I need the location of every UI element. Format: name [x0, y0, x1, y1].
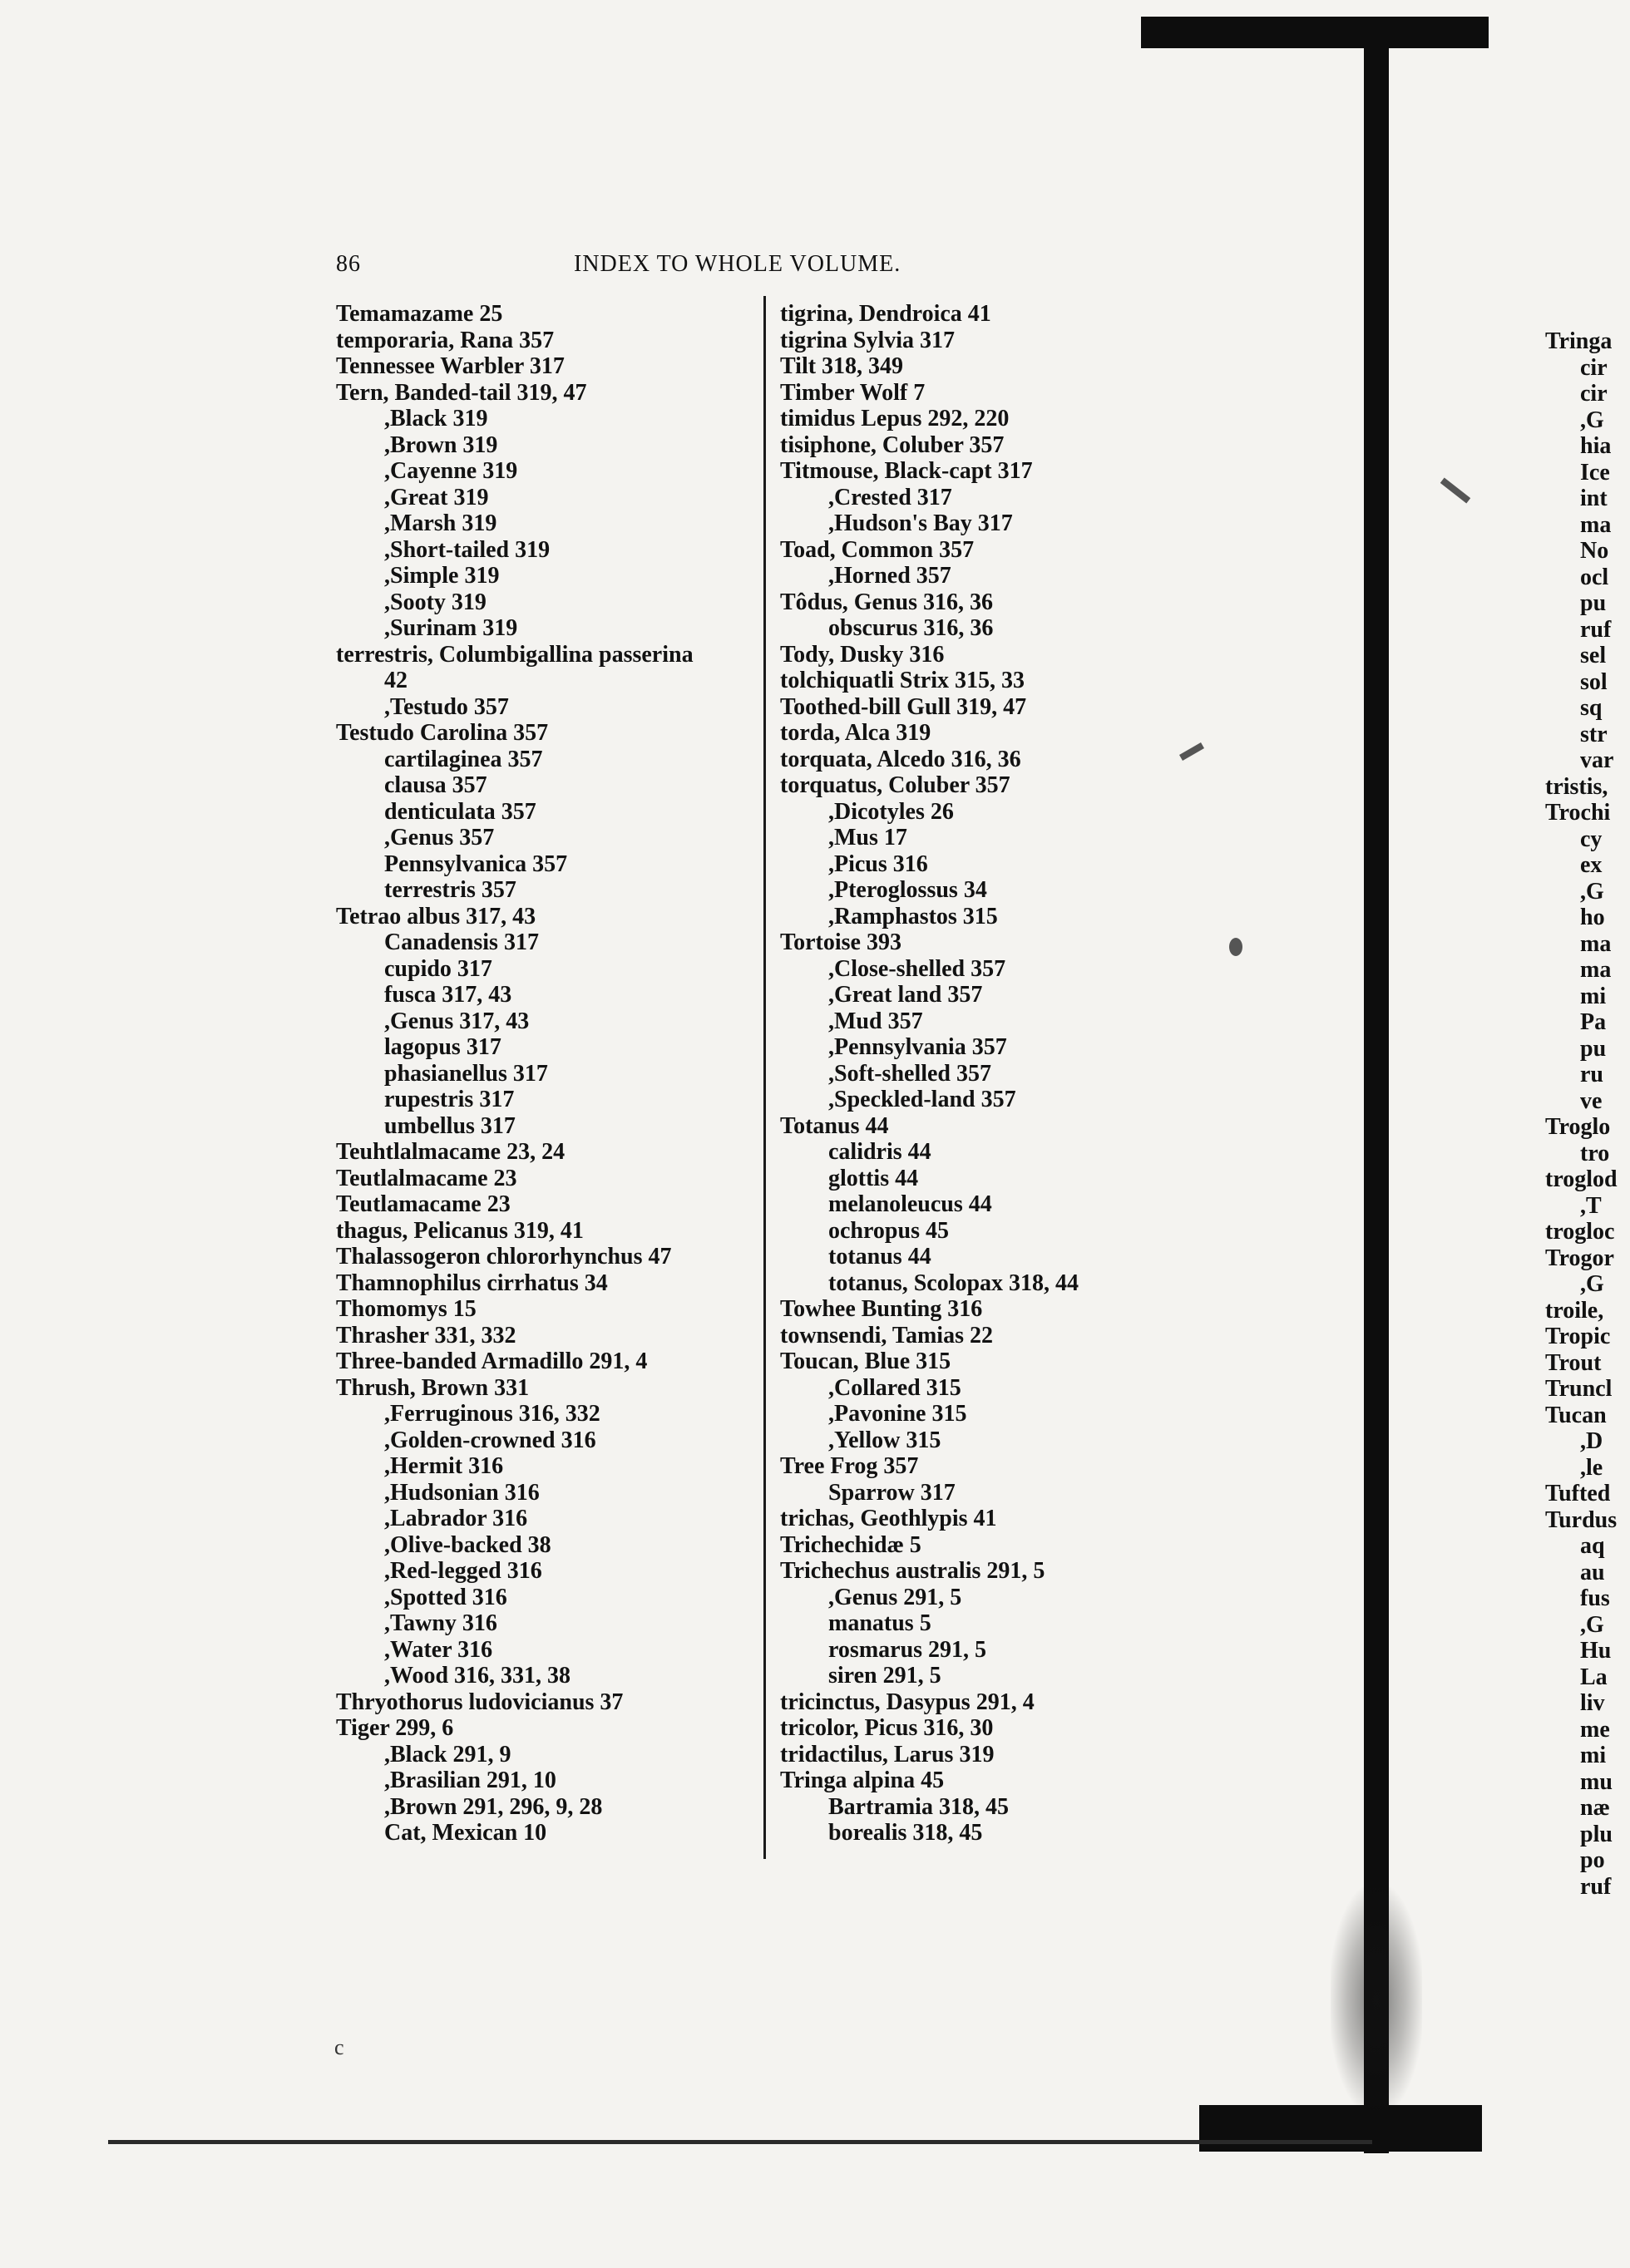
- index-entry: int: [1580, 486, 1608, 511]
- index-entry: ex: [1580, 852, 1603, 878]
- index-entry: Tree Frog 357: [780, 1453, 919, 1479]
- index-entry: ,Collared 315: [828, 1374, 961, 1401]
- dust-mark: [1229, 938, 1242, 956]
- page-header: [336, 251, 1001, 284]
- index-entry: ,Horned 357: [828, 563, 951, 589]
- index-entry: torquatus, Coluber 357: [780, 772, 1010, 798]
- index-entry: tridactilus, Larus 319: [780, 1741, 995, 1768]
- index-entry: clausa 357: [384, 772, 487, 798]
- stray-mark: c: [334, 2035, 344, 2059]
- index-entry: ,Black 319: [384, 406, 488, 431]
- index-entry: ,Surinam 319: [384, 615, 518, 641]
- index-entry: Toothed-bill Gull 319, 47: [780, 693, 1027, 720]
- index-entry: au: [1580, 1559, 1605, 1585]
- index-entry: Temamazame 25: [336, 301, 503, 327]
- index-entry: Three-banded Armadillo 291, 4: [336, 1348, 648, 1374]
- index-entry: Teuhtlalmacame 23, 24: [336, 1139, 566, 1165]
- index-entry: ,Short-tailed 319: [384, 536, 551, 563]
- index-entry: Pennsylvanica 357: [384, 850, 568, 877]
- index-entry: ,Black 291, 9: [384, 1741, 511, 1768]
- index-entry: ,Labrador 316: [384, 1506, 528, 1531]
- index-entry: Trogor: [1545, 1245, 1614, 1271]
- scan-clamp-top: [1141, 17, 1489, 48]
- index-entry: ,Water 316: [384, 1636, 493, 1663]
- index-entry: sq: [1580, 695, 1603, 721]
- index-entry: sol: [1580, 668, 1608, 695]
- index-entry: hia: [1580, 433, 1612, 459]
- index-entry: Thalassogeron chlororhynchus 47: [336, 1244, 672, 1270]
- index-entry: ruf: [1580, 616, 1612, 643]
- index-entry: pu: [1580, 590, 1607, 616]
- index-entry: troglod: [1545, 1166, 1618, 1192]
- index-entry: 42: [384, 668, 408, 693]
- index-entry: ,Cayenne 319: [384, 458, 518, 484]
- index-entry: denticulata 357: [384, 798, 536, 825]
- index-entry: Trout: [1545, 1349, 1602, 1376]
- index-entry: ,Genus 317, 43: [384, 1008, 530, 1034]
- index-entry: ,le: [1580, 1454, 1603, 1481]
- index-entry: ,Marsh 319: [384, 510, 497, 536]
- index-entry: ,Hermit 316: [384, 1453, 504, 1479]
- index-entry: ochropus 45: [828, 1217, 949, 1244]
- index-entry: fusca 317, 43: [384, 982, 512, 1008]
- index-entry: ,Ramphastos 315: [828, 903, 998, 929]
- scan-clamp-bottom: [1199, 2105, 1482, 2152]
- index-entry: Thamnophilus cirrhatus 34: [336, 1270, 608, 1296]
- index-entry: næ: [1580, 1795, 1610, 1821]
- index-column-right: [780, 301, 1246, 1846]
- column-divider: [763, 296, 766, 1859]
- index-entry: Turdus: [1545, 1506, 1618, 1533]
- index-entry: po: [1580, 1847, 1605, 1873]
- index-entry: Tringa alpina 45: [780, 1768, 945, 1793]
- index-entry: trogloc: [1545, 1219, 1615, 1245]
- index-entry: ,Sooty 319: [384, 589, 487, 615]
- index-entry: ma: [1580, 957, 1612, 983]
- index-entry: mi: [1580, 1743, 1607, 1768]
- index-entry: Cat, Mexican 10: [384, 1820, 547, 1846]
- index-entry: liv: [1580, 1690, 1605, 1716]
- index-entry: cartilaginea 357: [384, 746, 543, 772]
- index-entry: trichas, Geothlypis 41: [780, 1506, 997, 1531]
- page-title: INDEX TO WHOLE VOLUME.: [574, 251, 901, 277]
- index-entry: troile,: [1545, 1297, 1604, 1324]
- index-entry: cupido 317: [384, 955, 492, 982]
- index-entry: torquata, Alcedo 316, 36: [780, 746, 1021, 772]
- index-entry: thagus, Pelicanus 319, 41: [336, 1217, 584, 1244]
- index-entry: umbellus 317: [384, 1112, 516, 1139]
- index-entry: ,Simple 319: [384, 563, 500, 589]
- index-entry: tristis,: [1545, 773, 1608, 800]
- index-entry: ,Brown 319: [384, 431, 498, 458]
- index-entry: phasianellus 317: [384, 1060, 548, 1087]
- index-entry: ma: [1580, 511, 1612, 538]
- index-entry: mi: [1580, 983, 1607, 1009]
- index-entry: str: [1580, 721, 1608, 747]
- index-entry: ,Brown 291, 296, 9, 28: [384, 1793, 603, 1820]
- index-entry: ,Mus 17: [828, 825, 907, 850]
- index-entry: obscurus 316, 36: [828, 615, 994, 641]
- index-entry: melanoleucus 44: [828, 1191, 992, 1217]
- index-entry: Thryothorus ludovicianus 37: [336, 1689, 624, 1715]
- index-entry: manatus 5: [828, 1610, 931, 1636]
- index-entry: Titmouse, Black-capt 317: [780, 458, 1033, 484]
- index-entry: tricolor, Picus 316, 30: [780, 1715, 994, 1741]
- index-entry: ho: [1580, 905, 1605, 930]
- index-entry: Tody, Dusky 316: [780, 641, 945, 668]
- index-entry: temporaria, Rana 357: [336, 327, 555, 353]
- page-bottom-edge: [108, 2140, 1372, 2144]
- index-entry: ,G: [1580, 878, 1604, 905]
- index-entry: Tucan: [1545, 1402, 1607, 1428]
- index-entry: ,Great land 357: [828, 982, 983, 1008]
- index-entry: ,Olive-backed 38: [384, 1531, 551, 1558]
- index-entry: Tringa: [1545, 328, 1613, 354]
- index-entry: ,Pavonine 315: [828, 1401, 967, 1427]
- index-entry: Pa: [1580, 1009, 1607, 1035]
- index-entry: Tetrao albus 317, 43: [336, 903, 536, 929]
- index-entry: ,Spotted 316: [384, 1584, 507, 1610]
- index-entry: Truncl: [1545, 1376, 1613, 1402]
- index-entry: torda, Alca 319: [780, 720, 931, 746]
- dust-mark: [1440, 478, 1470, 504]
- index-entry: ,Testudo 357: [384, 693, 509, 720]
- index-entry: ru: [1580, 1062, 1603, 1087]
- index-entry: La: [1580, 1664, 1608, 1690]
- index-entry: cy: [1580, 826, 1603, 852]
- index-entry: ,Hudsonian 316: [384, 1479, 540, 1506]
- index-entry: Tôdus, Genus 316, 36: [780, 589, 993, 615]
- index-entry: Teutlamacame 23: [336, 1191, 511, 1217]
- page-number: 86: [336, 251, 361, 277]
- index-entry: ve: [1580, 1087, 1603, 1114]
- index-entry: ,Hudson's Bay 317: [828, 510, 1013, 536]
- index-entry: terrestris, Columbigallina passerina: [336, 641, 694, 668]
- index-entry: Thrush, Brown 331: [336, 1374, 530, 1401]
- index-entry: timidus Lepus 292, 220: [780, 406, 1010, 431]
- index-entry: Tern, Banded-tail 319, 47: [336, 379, 587, 406]
- index-entry: tigrina Sylvia 317: [780, 327, 956, 353]
- index-entry: ma: [1580, 930, 1612, 957]
- index-entry: Tortoise 393: [780, 929, 901, 955]
- ink-smudge: [1331, 1887, 1422, 2112]
- index-entry: ,Mud 357: [828, 1008, 923, 1034]
- index-entry: ,Great 319: [384, 484, 489, 510]
- index-entry: totanus 44: [828, 1244, 931, 1270]
- index-entry: ,Pennsylvania 357: [828, 1034, 1007, 1060]
- index-entry: Tropic: [1545, 1324, 1611, 1349]
- index-entry: Thomomys 15: [336, 1296, 477, 1322]
- index-entry: Hu: [1580, 1638, 1612, 1664]
- index-entry: Thrasher 331, 332: [336, 1322, 516, 1348]
- index-entry: siren 291, 5: [828, 1663, 941, 1689]
- index-entry: No: [1580, 538, 1609, 564]
- index-entry: cir: [1580, 381, 1608, 407]
- index-entry: tisiphone, Coluber 357: [780, 431, 1005, 458]
- index-entry: borealis 318, 45: [828, 1820, 983, 1846]
- index-entry: Towhee Bunting 316: [780, 1296, 983, 1322]
- index-entry: townsendi, Tamias 22: [780, 1322, 993, 1348]
- index-entry: Troglo: [1545, 1114, 1611, 1140]
- index-entry: Tufted: [1545, 1481, 1611, 1506]
- index-entry: pu: [1580, 1035, 1607, 1062]
- index-entry: ,Soft-shelled 357: [828, 1060, 991, 1087]
- index-entry: ,Golden-crowned 316: [384, 1427, 596, 1453]
- index-entry: plu: [1580, 1821, 1613, 1847]
- index-entry: Toucan, Blue 315: [780, 1348, 951, 1374]
- index-entry: ,D: [1580, 1428, 1603, 1454]
- index-entry: sel: [1580, 643, 1607, 668]
- index-entry: terrestris 357: [384, 877, 516, 903]
- index-entry: ,Yellow 315: [828, 1427, 941, 1453]
- index-entry: aq: [1580, 1533, 1605, 1559]
- index-entry: totanus, Scolopax 318, 44: [828, 1270, 1079, 1296]
- index-entry: Trochi: [1545, 800, 1611, 826]
- index-entry: Totanus 44: [780, 1112, 889, 1139]
- index-entry: ocl: [1580, 564, 1609, 590]
- index-entry: Tiger 299, 6: [336, 1715, 454, 1741]
- index-entry: Toad, Common 357: [780, 536, 975, 563]
- index-entry: ,G: [1580, 1271, 1604, 1297]
- index-entry: ,Genus 291, 5: [828, 1584, 962, 1610]
- next-page-fragment: [1545, 328, 1630, 1908]
- index-entry: Canadensis 317: [384, 929, 539, 955]
- index-entry: ruf: [1580, 1873, 1612, 1900]
- index-entry: rupestris 317: [384, 1087, 515, 1112]
- index-entry: rosmarus 291, 5: [828, 1636, 987, 1663]
- index-entry: tigrina, Dendroica 41: [780, 301, 991, 327]
- index-entry: ,Dicotyles 26: [828, 798, 954, 825]
- index-entry: me: [1580, 1716, 1610, 1743]
- index-entry: Timber Wolf 7: [780, 379, 926, 406]
- index-entry: var: [1580, 747, 1614, 773]
- index-entry: glottis 44: [828, 1165, 919, 1191]
- index-entry: Trichechidæ 5: [780, 1531, 921, 1558]
- index-entry: ,Pteroglossus 34: [828, 877, 987, 903]
- index-entry: ,Genus 357: [384, 825, 495, 850]
- index-entry: ,Crested 317: [828, 484, 952, 510]
- index-entry: tolchiquatli Strix 315, 33: [780, 668, 1025, 693]
- index-column-left: [336, 301, 802, 1846]
- index-entry: Trichechus australis 291, 5: [780, 1558, 1045, 1584]
- index-entry: Sparrow 317: [828, 1479, 956, 1506]
- index-entry: ,Ferruginous 316, 332: [384, 1401, 600, 1427]
- index-entry: Teutlalmacame 23: [336, 1165, 517, 1191]
- index-entry: Bartramia 318, 45: [828, 1793, 1009, 1820]
- index-entry: Ice: [1580, 459, 1610, 486]
- index-entry: tricinctus, Dasypus 291, 4: [780, 1689, 1035, 1715]
- index-entry: mu: [1580, 1768, 1613, 1795]
- index-entry: tro: [1580, 1140, 1610, 1166]
- index-entry: ,T: [1580, 1192, 1602, 1219]
- index-entry: ,Wood 316, 331, 38: [384, 1663, 571, 1689]
- index-entry: cir: [1580, 354, 1608, 381]
- index-entry: ,G: [1580, 407, 1604, 433]
- index-entry: ,G: [1580, 1611, 1604, 1638]
- index-entry: lagopus 317: [384, 1034, 501, 1060]
- index-entry: ,Speckled-land 357: [828, 1087, 1016, 1112]
- index-entry: ,Picus 316: [828, 850, 928, 877]
- index-entry: ,Red-legged 316: [384, 1558, 542, 1584]
- index-entry: calidris 44: [828, 1139, 931, 1165]
- index-entry: Tennessee Warbler 317: [336, 353, 565, 379]
- index-entry: ,Close-shelled 357: [828, 955, 1006, 982]
- index-entry: ,Tawny 316: [384, 1610, 497, 1636]
- scan-clamp-bar: [1364, 17, 1389, 2153]
- index-entry: fus: [1580, 1585, 1610, 1611]
- index-entry: Tilt 318, 349: [780, 353, 904, 379]
- index-entry: ,Brasilian 291, 10: [384, 1768, 556, 1793]
- index-entry: Testudo Carolina 357: [336, 720, 549, 746]
